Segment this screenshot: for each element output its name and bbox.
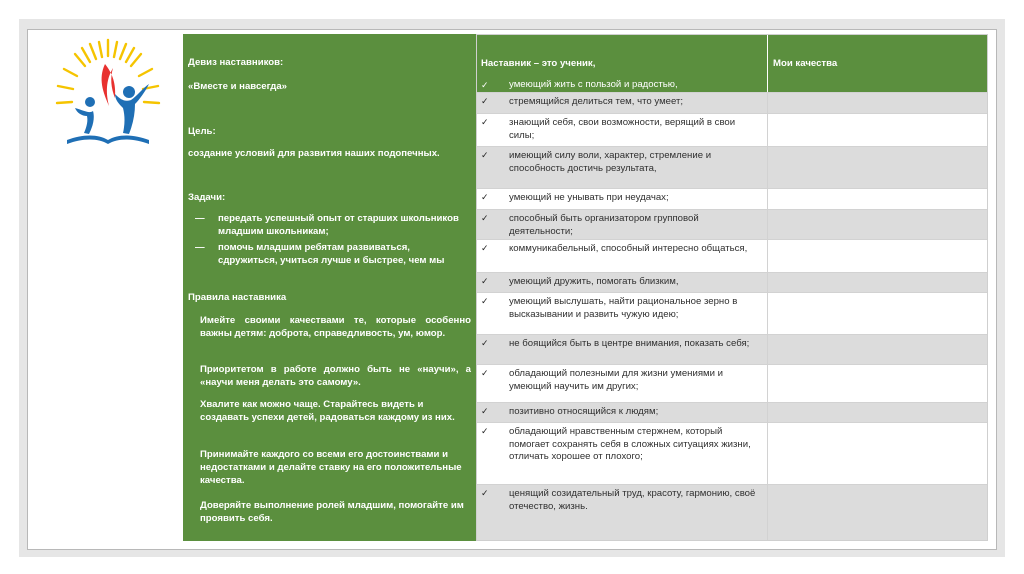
rule-item: Хвалите как можно чаще. Старайтесь видеть и создавать успехи детей, радоваться каждому из них. (200, 399, 455, 423)
my-qualities-cell[interactable] (768, 293, 987, 334)
list-item-text: коммуникабельный, способный интересно общаться, (509, 243, 748, 254)
my-qualities-cell[interactable] (768, 335, 987, 364)
task-item (188, 241, 471, 267)
goal-text: создание условий для развития наших подопечных. (188, 148, 440, 159)
check-icon: ✓ (481, 80, 489, 90)
list-item-text: умеющий выслушать, найти рациональное зерно в высказывании и развить чужую идею; (509, 296, 738, 320)
my-qualities-cell[interactable] (768, 147, 987, 188)
task-dash: — (195, 213, 205, 224)
rule-item: Имейте своими качествами те, которые особенно важны детям: доброта, справедливость, ум, юмор. (200, 315, 471, 339)
children-book-sun-logo (53, 34, 164, 151)
table-row (477, 113, 987, 146)
rules-label: Правила наставника (188, 292, 287, 303)
check-icon: ✓ (481, 488, 489, 498)
task-dash: — (195, 242, 205, 253)
table-row (477, 334, 987, 364)
list-item-text: имеющий силу воли, характер, стремление и способность достичь результата, (509, 150, 712, 174)
list-item-text: обладающий полезными для жизни умениями и умеющий научить им других; (509, 368, 723, 392)
check-icon: ✓ (481, 296, 489, 306)
tasks-label: Задачи: (188, 192, 226, 203)
task-text: передать успешный опыт от старших школьников младшим школьникам; (218, 213, 459, 237)
list-item-text: умеющий не унывать при неудачах; (509, 192, 669, 203)
list-item-text: обладающий нравственным стержнем, который помогает сохранять себя в сложных ситуациях жизни, отличать хорошее от плохого; (509, 426, 751, 463)
my-qualities-cell[interactable] (768, 93, 987, 113)
list-item-text: способный быть организатором групповой деятельности; (509, 213, 699, 237)
table-row (477, 292, 987, 334)
table-row (477, 239, 987, 272)
check-icon: ✓ (481, 368, 489, 378)
table-row (477, 209, 987, 239)
table-row (477, 146, 987, 188)
table-row (477, 188, 987, 209)
my-qualities-cell[interactable] (768, 240, 987, 272)
check-icon: ✓ (481, 243, 489, 253)
rule-item: Принимайте каждого со всеми его достоинствами и недостатками и делайте ставку на его положительные качества. (200, 449, 462, 486)
table-row (477, 92, 987, 113)
mentor-info-panel (183, 34, 476, 541)
check-icon: ✓ (481, 406, 489, 416)
list-item-text: умеющий дружить, помогать близким, (509, 276, 679, 287)
my-qualities-cell[interactable] (768, 485, 987, 540)
list-item (477, 79, 767, 93)
motto: «Вместе и навсегда» (188, 81, 288, 92)
my-qualities-cell[interactable] (768, 273, 987, 292)
check-icon: ✓ (481, 338, 489, 348)
table-row (477, 272, 987, 292)
task-item (188, 212, 471, 238)
table-row (477, 422, 987, 484)
header-divider (767, 35, 768, 92)
list-item-text: позитивно относящийся к людям; (509, 406, 659, 417)
my-qualities-cell[interactable] (768, 403, 987, 422)
list-item-text: ценящий созидательный труд, красоту, гармонию, своё отечество, жизнь. (509, 488, 756, 512)
check-icon: ✓ (481, 150, 489, 160)
rule-item: Приоритетом в работе должно быть не «научи», а «научи меня делать это самому». (200, 364, 471, 388)
rule-item: Доверяйте выполнение ролей младшим, помогайте им проявить себя. (200, 500, 464, 524)
task-text: помочь младшим ребятам развиваться, сдружиться, учиться лучше и быстрее, чем мы (218, 242, 445, 266)
list-item-text: знающий себя, свои возможности, верящий в свои силы; (509, 117, 736, 141)
check-icon: ✓ (481, 426, 489, 436)
check-icon: ✓ (481, 96, 489, 106)
header-my-qualities: Мои качества (773, 58, 838, 69)
table-row (477, 402, 987, 422)
check-icon: ✓ (481, 213, 489, 223)
table-header (477, 35, 987, 92)
my-qualities-cell[interactable] (768, 114, 987, 146)
header-mentor-is: Наставник – это ученик, (481, 58, 596, 69)
goal-label: Цель: (188, 126, 216, 137)
list-item-text: не боящийся быть в центре внимания, показать себя; (509, 338, 750, 349)
check-icon: ✓ (481, 192, 489, 202)
my-qualities-cell[interactable] (768, 189, 987, 209)
my-qualities-cell[interactable] (768, 210, 987, 239)
table-row (477, 364, 987, 402)
list-item-text: умеющий жить с пользой и радостью, (509, 79, 678, 90)
my-qualities-cell[interactable] (768, 365, 987, 402)
motto-label: Девиз наставников: (188, 57, 284, 68)
table-row (477, 484, 987, 540)
check-icon: ✓ (481, 276, 489, 286)
mentor-qualities-table (476, 34, 988, 541)
my-qualities-cell[interactable] (768, 423, 987, 484)
check-icon: ✓ (481, 117, 489, 127)
list-item-text: стремящийся делиться тем, что умеет; (509, 96, 684, 107)
